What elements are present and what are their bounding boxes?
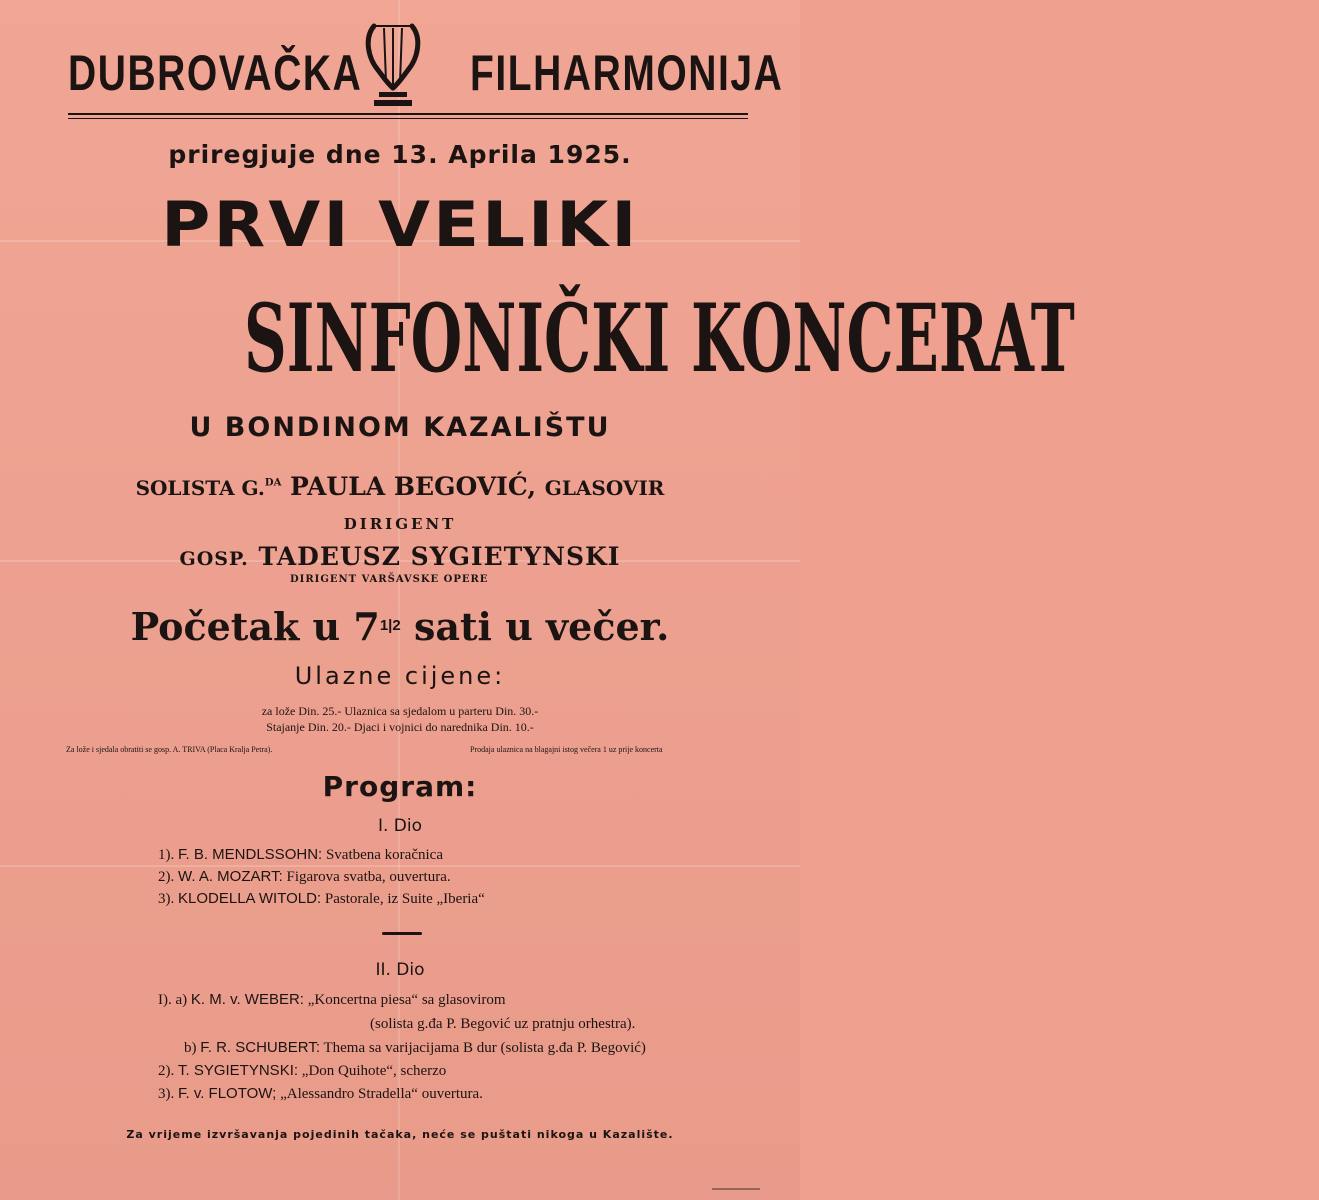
item-num: b) — [184, 1040, 197, 1056]
start-time — [0, 604, 800, 649]
footer-note: Za vrijeme izvršavanja pojedinih tačaka, neće se puštati nikoga u Kazalište. — [126, 1128, 674, 1141]
printer-mark — [712, 1188, 760, 1190]
note-left: Za lože i sjedala obratiti se gosp. A. TRIVA (Placa Kralja Petra). — [66, 745, 273, 754]
soloist-name: PAULA BEGOVIĆ, — [290, 472, 537, 501]
program-item — [158, 1085, 483, 1103]
soloist-role: GLASOVIR — [544, 476, 665, 500]
start-fraction: 1|2 — [379, 617, 401, 634]
header-rule — [68, 113, 748, 115]
start-text-a: Početak u 7 — [130, 604, 380, 649]
title-line-1 — [0, 188, 800, 261]
item-work: Svatbena koračnica — [325, 847, 443, 863]
item-composer: W. A. MOZART: — [178, 868, 283, 885]
program-item — [184, 1039, 646, 1057]
title-line-2 — [0, 284, 1075, 394]
item-work: Thema sa varijacijama B dur (solista g.đa P. Begović) — [323, 1040, 646, 1056]
title-2: SINFONIČKI KONCERAT — [243, 284, 1075, 394]
soloist-line — [0, 472, 800, 501]
start-text-b: sati u večer. — [413, 604, 670, 649]
date-line: priregjuje dne 13. Aprila 1925. — [168, 140, 632, 169]
item-num: 1). — [158, 847, 175, 863]
item-work: Pastorale, iz Suite „Iberia“ — [324, 891, 485, 907]
item-work: „Don Quihote“, scherzo — [301, 1063, 447, 1079]
item-composer: F. v. FLOTOW; — [178, 1085, 277, 1102]
title-1: PRVI VELIKI — [160, 188, 640, 261]
fold-line — [0, 865, 800, 867]
venue: U BONDINOM KAZALIŠTU — [189, 412, 611, 443]
header-left: DUBROVAČKA — [68, 45, 363, 101]
program-item — [158, 868, 451, 886]
item-num: 2). — [158, 1063, 175, 1079]
item-composer: K. M. v. WEBER: — [190, 991, 304, 1008]
program-item — [370, 1016, 635, 1033]
conductor-subtitle: DIRIGENT VARŠAVSKE OPERE — [290, 574, 489, 585]
item-work: (solista g.đa P. Begović uz pratnju orhestra). — [370, 1016, 636, 1032]
note-right: Prodaja ulaznica na blagajni istog večera 1 uz prije koncerta — [470, 745, 663, 754]
program-heading: Program: — [322, 770, 478, 803]
item-work: „Alessandro Stradella“ ouvertura. — [280, 1086, 483, 1102]
item-composer: F. B. MENDLSSOHN: — [178, 846, 323, 863]
item-num: I). a) — [158, 992, 188, 1008]
item-num: 3). — [158, 891, 175, 907]
program-item — [158, 890, 485, 908]
conductor-prefix: GOSP. — [179, 548, 249, 570]
conductor-line — [0, 542, 800, 571]
price-line: za lože Din. 25.- Ulaznica sa sjedalom u parteru Din. 30.- — [261, 704, 539, 718]
item-composer: F. R. SCHUBERT: — [200, 1039, 320, 1056]
header-rule — [68, 118, 748, 119]
program-item — [158, 1062, 446, 1080]
part1-heading: I. Dio — [377, 816, 423, 836]
item-composer: KLODELLA WITOLD: — [178, 890, 322, 907]
item-work: „Koncertna piesa“ sa glasovirom — [307, 992, 506, 1008]
header-right: FILHARMONIJA — [470, 45, 784, 101]
item-num: 2). — [158, 869, 175, 885]
soloist-prefix: SOLISTA G. — [135, 476, 265, 500]
divider-ornament — [382, 932, 422, 935]
conductor-name: TADEUSZ SYGIETYNSKI — [258, 542, 621, 571]
program-item — [158, 846, 443, 864]
item-work: Figarova svatba, ouvertura. — [286, 869, 451, 885]
item-composer: T. SYGIETYNSKI: — [178, 1062, 299, 1079]
lyre-icon — [362, 18, 424, 110]
prices-heading: Ulazne cijene: — [294, 662, 506, 690]
conductor-label: DIRIGENT — [343, 515, 457, 533]
price-line: Stajanje Din. 20.- Djaci i vojnici do narednika Din. 10.- — [266, 720, 534, 734]
soloist-sup: DA — [264, 477, 282, 489]
program-item — [158, 991, 506, 1009]
part2-heading: II. Dio — [375, 960, 425, 980]
item-num: 3). — [158, 1086, 175, 1102]
